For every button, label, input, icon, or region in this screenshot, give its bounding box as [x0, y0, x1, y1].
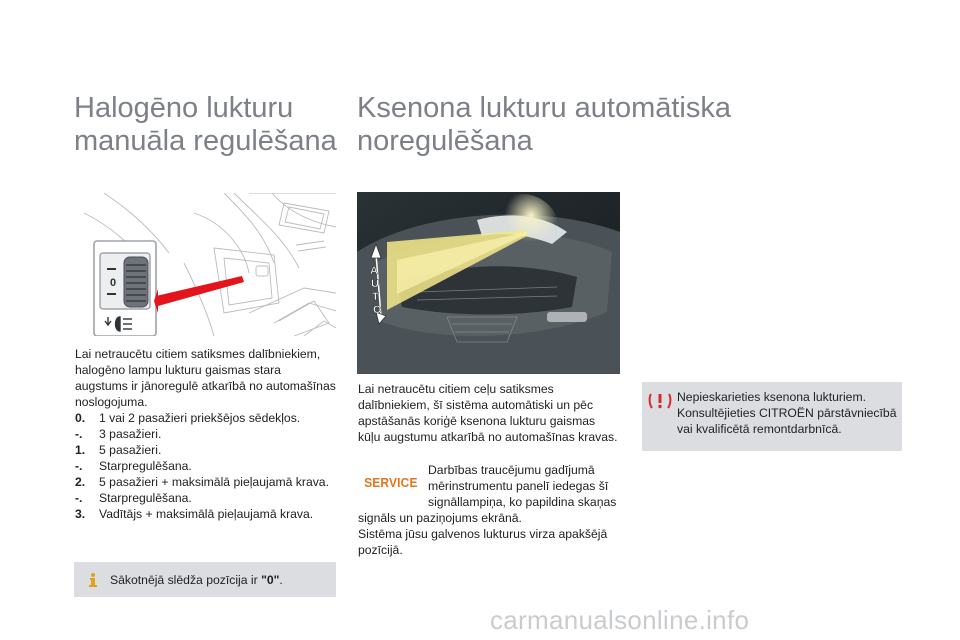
list-item: -. 3 pasažieri.	[75, 427, 162, 441]
svg-text:T: T	[372, 291, 379, 303]
halogen-section-title: Halogēno lukturu manuāla regulēšana	[74, 92, 337, 157]
load-position-list	[75, 410, 337, 522]
info-note	[74, 562, 336, 597]
service-description: Darbības traucējumu gadījumā mērinstrumentu panelī iedegas šī signāllampiņa, ko papildina skaņas signāls un paziņojums ekrānā. Sistēma jūsu galvenos lukturus virza apakšējā pozīcijā.	[358, 463, 617, 557]
list-item: 2. 5 pasažieri + maksimālā pieļaujamā krava.	[75, 475, 329, 489]
watermark: carmanualsonline.info	[490, 605, 750, 635]
list-item: 1. 5 pasažieri.	[75, 443, 162, 457]
pointer-arrow	[156, 276, 244, 306]
service-warning-lamp: SERVICE	[364, 475, 418, 490]
list-item: 0. 1 vai 2 pasažieri priekšējos sēdekļos.	[75, 411, 301, 425]
list-item: -. Starpregulēšana.	[75, 459, 192, 473]
warning-note	[642, 382, 902, 451]
svg-text:U: U	[371, 278, 379, 290]
car-front-graphic	[357, 192, 620, 374]
xenon-section-title: Ksenona lukturu automātiska noregulēšana	[357, 92, 731, 157]
dial-position-zero: 0	[110, 277, 117, 289]
halogen-intro-text: Lai netraucētu citiem satiksmes dalībniekiem, halogēno lampu lukturu gaismas stara augstums ir jānoregulē atkarībā no automašīnas noslogojuma.	[75, 347, 336, 409]
list-item: -. Starpregulēšana.	[75, 491, 192, 505]
xenon-headlamp-photo	[357, 192, 620, 374]
list-item: 3. Vadītājs + maksimālā pieļaujamā krava.	[75, 507, 314, 521]
headlamp-switch-illustration	[74, 193, 336, 336]
dashboard-line-drawing	[74, 193, 336, 336]
svg-text:O: O	[373, 304, 382, 316]
xenon-intro-text: Lai netraucētu citiem ceļu satiksmes dalībniekiem, šī sistēma automātiski un pēc apstāšanās koriģē ksenona lukturu gaismas kūļu augstumu atkarībā no automašīnas kravas.	[358, 382, 618, 444]
svg-text:A: A	[370, 265, 378, 277]
info-note-text: Sākotnējā slēdža pozīcija ir "0".	[110, 573, 283, 587]
warning-icon	[648, 392, 672, 410]
warning-note-text: Nepieskarieties ksenona lukturiem. Konsultējieties CITROËN pārstāvniecībā vai kvalificētā remontdarbnīcā.	[677, 390, 897, 436]
info-icon	[86, 572, 100, 588]
